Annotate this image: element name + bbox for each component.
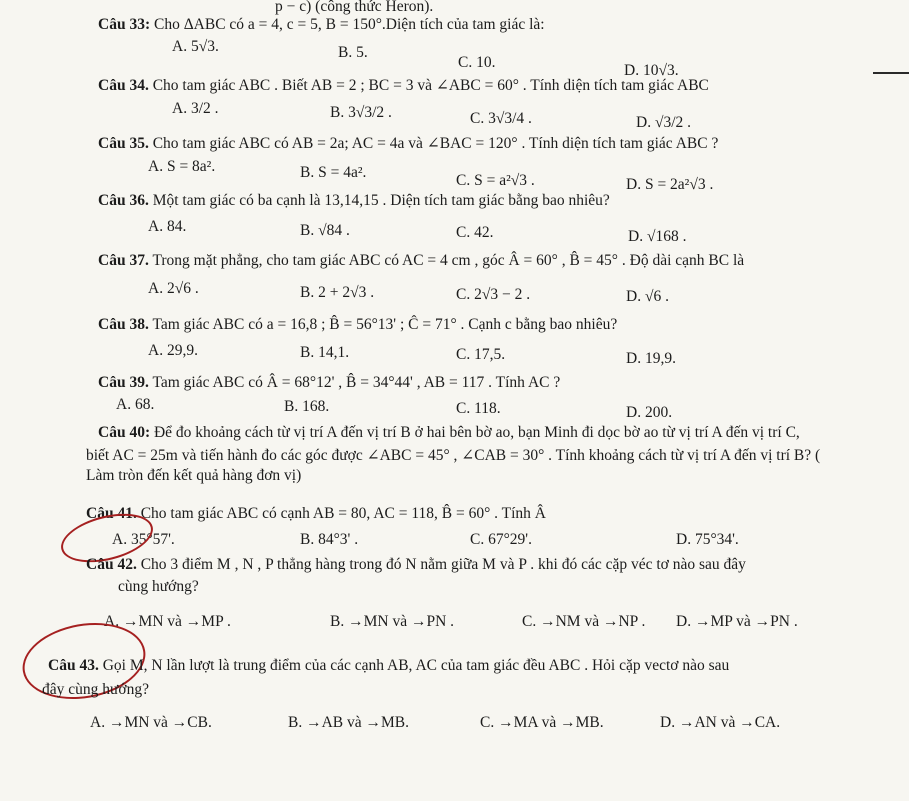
option-b: B. 3√3/2 . <box>330 104 392 121</box>
top-fragment: p − c) (công thức Heron). <box>275 0 434 15</box>
option-c: C. →MA và →MB. <box>480 714 604 731</box>
question-text-line-2: biết AC = 25m và tiến hành đo các góc được ∠ABC = 45° , ∠CAB = 30° . Tính khoảng cách từ vị trí A đến vị trí B? ( <box>86 447 821 464</box>
question-43 <box>48 657 729 675</box>
question-33 <box>98 16 545 34</box>
option-b: B. →AB và →MB. <box>288 714 409 731</box>
option-a: A. 5√3. <box>172 38 219 55</box>
question-text: Tam giác ABC có Â = 68°12' , B̂ = 34°44' , AB = 117 . Tính AC ? <box>152 374 561 391</box>
question-label: Câu 40: <box>98 424 151 441</box>
option-b: B. √84 . <box>300 222 350 239</box>
option-c: C. →NM và →NP . <box>522 613 646 630</box>
option-b: B. 14,1. <box>300 344 350 361</box>
option-c: C. 10. <box>458 54 496 71</box>
option-a: A. 35°57'. <box>112 531 175 548</box>
question-text: Trong mặt phẳng, cho tam giác ABC có AC = 4 cm , góc Â = 60° , B̂ = 45° . Độ dài cạnh BC là <box>152 252 745 269</box>
option-a: A. S = 8a². <box>148 158 216 175</box>
question-label: Câu 39. <box>98 374 149 391</box>
question-text-line-1: Gọi M, N lần lượt là trung điểm của các cạnh AB, AC của tam giác đều ABC . Hỏi cặp vectơ nào sau <box>102 657 730 674</box>
option-c: C. 3√3/4 . <box>470 110 532 127</box>
option-a: A. →MN và →CB. <box>90 714 212 731</box>
question-label: Câu 37. <box>98 252 149 269</box>
option-d: D. √3/2 . <box>636 114 692 131</box>
question-label: Câu 33: <box>98 16 151 33</box>
option-d: D. √168 . <box>628 228 687 245</box>
question-42 <box>86 556 746 574</box>
question-38 <box>98 316 617 334</box>
question-label: Câu 42. <box>86 556 137 573</box>
option-b: B. S = 4a². <box>300 164 367 181</box>
option-a: A. 29,9. <box>148 342 198 359</box>
question-text-line-1: Để đo khoảng cách từ vị trí A đến vị trí B ở hai bên bờ ao, bạn Minh đi dọc bờ ao từ vị trí A đến vị trí C, <box>153 424 800 441</box>
option-a: A. →MN và →MP . <box>104 613 231 630</box>
option-d: D. S = 2a²√3 . <box>626 176 714 193</box>
question-text: Cho ΔABC có a = 4, c = 5, B = 150°.Diện tích của tam giác là: <box>153 16 545 33</box>
option-c: C. S = a²√3 . <box>456 172 535 189</box>
right-margin-rule <box>873 72 909 74</box>
question-label: Câu 43. <box>48 657 99 674</box>
option-b: B. 84°3' . <box>300 531 359 548</box>
question-text-line-2: cùng hướng? <box>118 578 199 595</box>
option-d: D. →MP và →PN . <box>676 613 798 630</box>
option-a: A. 68. <box>116 396 155 413</box>
question-text: Cho tam giác ABC . Biết AB = 2 ; BC = 3 và ∠ABC = 60° . Tính diện tích tam giác ABC <box>152 77 709 94</box>
option-a: A. 3/2 . <box>172 100 219 117</box>
option-a: A. 84. <box>148 218 187 235</box>
option-b: B. 5. <box>338 44 368 61</box>
question-label: Câu 38. <box>98 316 149 333</box>
option-d: D. 75°34'. <box>676 531 739 548</box>
question-36 <box>98 192 610 210</box>
question-label: Câu 35. <box>98 135 149 152</box>
option-a: A. 2√6 . <box>148 280 199 297</box>
question-label: Câu 36. <box>98 192 149 209</box>
question-37 <box>98 252 744 270</box>
option-c: C. 17,5. <box>456 346 506 363</box>
option-d: D. 19,9. <box>626 350 676 367</box>
option-d: D. 200. <box>626 404 673 421</box>
question-text-line-3: Làm tròn đến kết quả hàng đơn vị) <box>86 467 302 484</box>
option-d: D. →AN và →CA. <box>660 714 781 731</box>
option-b: B. 168. <box>284 398 330 415</box>
question-text: Tam giác ABC có a = 16,8 ; B̂ = 56°13' ; Ĉ = 71° . Cạnh c bằng bao nhiêu? <box>152 316 618 333</box>
option-b: B. 2 + 2√3 . <box>300 284 375 301</box>
option-c: C. 2√3 − 2 . <box>456 286 531 303</box>
question-40 <box>98 424 800 442</box>
option-d: D. 10√3. <box>624 62 679 79</box>
question-text-line-2: đây cùng hướng? <box>42 681 149 698</box>
option-c: C. 118. <box>456 400 501 417</box>
question-text: Cho tam giác ABC có AB = 2a; AC = 4a và ∠BAC = 120° . Tính diện tích tam giác ABC ? <box>152 135 719 152</box>
option-b: B. →MN và →PN . <box>330 613 455 630</box>
question-text: Cho tam giác ABC có cạnh AB = 80, AC = 118, B̂ = 60° . Tính Â <box>140 505 546 522</box>
question-41 <box>86 505 546 523</box>
option-c: C. 42. <box>456 224 494 241</box>
question-39 <box>98 374 560 392</box>
question-label: Câu 41. <box>86 505 137 522</box>
question-label: Câu 34. <box>98 77 149 94</box>
option-c: C. 67°29'. <box>470 531 532 548</box>
question-35 <box>98 134 718 153</box>
question-text-line-1: Cho 3 điểm M , N , P thẳng hàng trong đó N nằm giữa M và P . khi đó các cặp véc tơ nào sau đây <box>140 556 746 573</box>
question-34 <box>98 76 709 95</box>
question-text: Một tam giác có ba cạnh là 13,14,15 . Diện tích tam giác bằng bao nhiêu? <box>152 192 610 209</box>
option-d: D. √6 . <box>626 288 669 305</box>
